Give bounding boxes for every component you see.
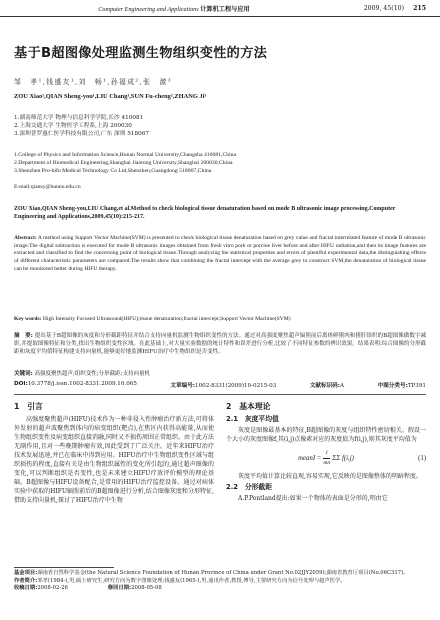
journal-name-en: Computer Engineering and Applications <box>98 5 199 13</box>
fraction-numerator: 1 <box>323 449 330 459</box>
subsection-heading-grey: 2.1 灰度平均值 <box>226 415 279 423</box>
keywords-en-label: Key words: <box>14 316 42 322</box>
equation-lhs: meanI = <box>298 454 322 462</box>
equation-number: (1) <box>418 454 426 462</box>
keywords-cn-label: 关键词: <box>14 371 33 377</box>
intro-paragraph: 高强度聚焦超声(HIFU)技术作为一种非侵入性肿瘤治疗新方法,可将体外发射的超声波聚焦到体内的病变组织(靶点),在焦区内获得高能量,从而使生物组织变性及病变组织直接消融,同时又不损伤周围正常组织。由于此方法无副作用,且对一些晚期肿瘤有效,因此受到了广泛关注。近年来HIFU治疗技术发展迅速,并已在临床中得到应用。HIFU治疗中生物组织变性区域与组织损伤的程度,直接有关是由生物组织属性的变化所引起的,通过超声图像的变化,可以判断组织是否变性,也是未来建立HIFU疗效评价模型的理论基础。B超图像与HIFU设备配合,是常用的HIFU治疗监控设备。通过对病体实验中获取的HIFU辐照前后的B超图像进行分析,结合图像灰度和分形特征,借助支持向量机,探讨了HIFU治疗中生物 <box>14 416 214 504</box>
fraction-denominator: mn <box>323 459 331 466</box>
author-note: 作者简介:邹孝(1984-),男,硕士研究生,研究方向为数字图像处理;钱盛友(1965-),男,通讯作者,教授,博导,主要研究方向为信号处理与超声医学。 <box>14 577 346 584</box>
authors-cn: 邹 孝¹,钱盛友¹,刘 畅¹,孙福成²,张 激³ <box>14 78 172 86</box>
article-number: 文章编号:1002-8331(2009)10-0215-03 <box>170 383 277 389</box>
right-column <box>226 402 426 503</box>
affiliation-cn-2: 2.上海交通大学 生物医学工程系,上海 200030 <box>14 123 132 130</box>
equation-rhs: ΣΣ f(i,j) <box>332 454 354 462</box>
equation-fraction <box>323 449 330 468</box>
keywords-cn-text: 高强度聚焦超声;组织变性;分形截距;支持向量机 <box>34 371 151 377</box>
classification-code: 中图分类号:TP391 <box>377 383 426 389</box>
citation: ZOU Xiao,QIAN Sheng-you,LIU Chang,et al.Method to check biological tissue denaturation based on mode B ultrasonic image processing.Computer Engineering and Applications,2009,45(10):215-217. <box>14 206 396 221</box>
abstract-en-text: A method using Support Vector Machine(SVM) is presented to check biological tissue denaturation based on grey value and fractal interrelated feature of mode B ultrasonic image.The digital subtraction is executed for mode B ultrasonic images obtained from fresh vitro pork or porcine liver before and after HIFU radiation,and then its image features are extracted and classified to find the concerning point of biological tissue.Through analyzing the statistical properties and errors of plentiful experimental data,the distinguishing effects of different characteristic parameters are compared.The results show that combining the fractal intercept with the average grey to construct SVM,the denaturation of biological tissue can be monitored better during HIFU therapy. <box>14 235 427 272</box>
revised-date: 修回日期:2008-05-08 <box>107 585 162 592</box>
journal-name-cn: 计算机工程与应用 <box>200 5 250 13</box>
abstract-en <box>14 235 426 274</box>
paper-title: 基于B超图像处理监测生物组织变性的方法 <box>14 46 268 61</box>
footnotes <box>14 570 426 593</box>
grey-paragraph: 灰度是图像最基本的特征,B超图像的灰度与组织特性密切相关。假设一个大小的灰度图像f,其(i,j)点像素对应的灰度值为f(i,j),则其灰度平均值为 <box>226 427 426 443</box>
section-heading-theory: 2 基本理论 <box>226 402 271 411</box>
abstract-cn-label: 摘 要: <box>14 333 33 339</box>
fund-note: 基金项目:湖南省自然科学基金(the Natural Science Foundation of Hunan Province of China under Grant No.02JJY2059);湖南省教育厅项目(No.06C317)。 <box>14 570 409 576</box>
footnote-divider <box>14 567 114 568</box>
section-divider <box>14 394 426 395</box>
affiliation-en-3: 3.Shenzhen Pro-hifu Medical Technology Co Ltd,Shenzhen,Guangdong 518067,China <box>14 168 212 175</box>
affiliation-cn-1: 1.湖南师范大学 物理与信息科学学院,长沙 410081 <box>14 115 144 121</box>
left-column <box>14 402 214 505</box>
affiliations-cn <box>14 114 426 139</box>
keywords-en <box>14 316 426 322</box>
dates-note <box>14 585 426 593</box>
issue-number: 2009, 45(10) <box>363 4 404 12</box>
affiliations-en <box>14 151 426 176</box>
page-header <box>0 0 440 17</box>
affiliation-cn-3: 3.深圳普罗惠仁医学科技有限公司,广东 深圳 518067 <box>14 131 149 138</box>
fractal-paragraph: A.P.Pentland提出:如果一个物体的表面是分形的,明由它 <box>238 495 388 502</box>
abstract-cn-text: 提出基于B超图像的灰度和分形截距特征并结合支持向量机监测生物组织变性的方法。通过对高强度聚焦超声辐照前后离体鲜猪肉和猪肝组织的B超图像做数字减影,并提取图像特征和分类,找出生物组织变性区域。在此基础上,对大量实验数据的统计特性和误差进行分析,比较了不同特征参数的辨识效果。结果表明:综合图像的分形截距和灰度平均值特征构建支持向量机,能够更好地监测HIFU治疗中生物组织是否变性。 <box>14 333 427 356</box>
section-heading-intro: 1 引言 <box>14 402 43 411</box>
abstract-cn <box>14 332 426 356</box>
contact-email[interactable]: E-mail:qiansy@hunnu.edu.cn <box>14 184 81 190</box>
received-date: 收稿日期:2008-02-26 <box>14 585 68 592</box>
document-code: 文献标识码:A <box>309 383 345 389</box>
keywords-cn <box>14 369 426 377</box>
grey-conclusion-paragraph: 灰度平均值计算比较直观,容易实现,它反映的是图像整体的明暗程度。 <box>238 473 422 480</box>
authors-en: ZOU Xiao¹,QIAN Sheng-you¹,LIU Chang¹,SUN Fu-cheng²,ZHANG Ji³ <box>14 93 207 100</box>
keywords-en-text: High Intensity Focused Ultrasound(HIFU);tissue denaturation;fractal intercept;Support Vector Machine(SVM) <box>42 316 291 322</box>
abstract-en-label: Abstract: <box>14 235 37 241</box>
page-number: 215 <box>413 4 426 12</box>
affiliation-en-1: 1.College of Physics and Information Science,Hunan Normal University,Changsha 410081,China <box>14 152 237 158</box>
affiliation-en-2: 2.Department of Biomedical Engineering,Shanghai Jiaotong University,Shanghai 200030,China <box>14 160 233 167</box>
doi: DOI:10.3778/j.issn.1002-8331.2009.10.065 <box>14 381 137 387</box>
document-info <box>14 381 426 389</box>
equation-1 <box>226 447 426 469</box>
subsection-heading-fractal: 2.2 分形截距 <box>226 483 273 491</box>
journal-name <box>14 4 334 13</box>
